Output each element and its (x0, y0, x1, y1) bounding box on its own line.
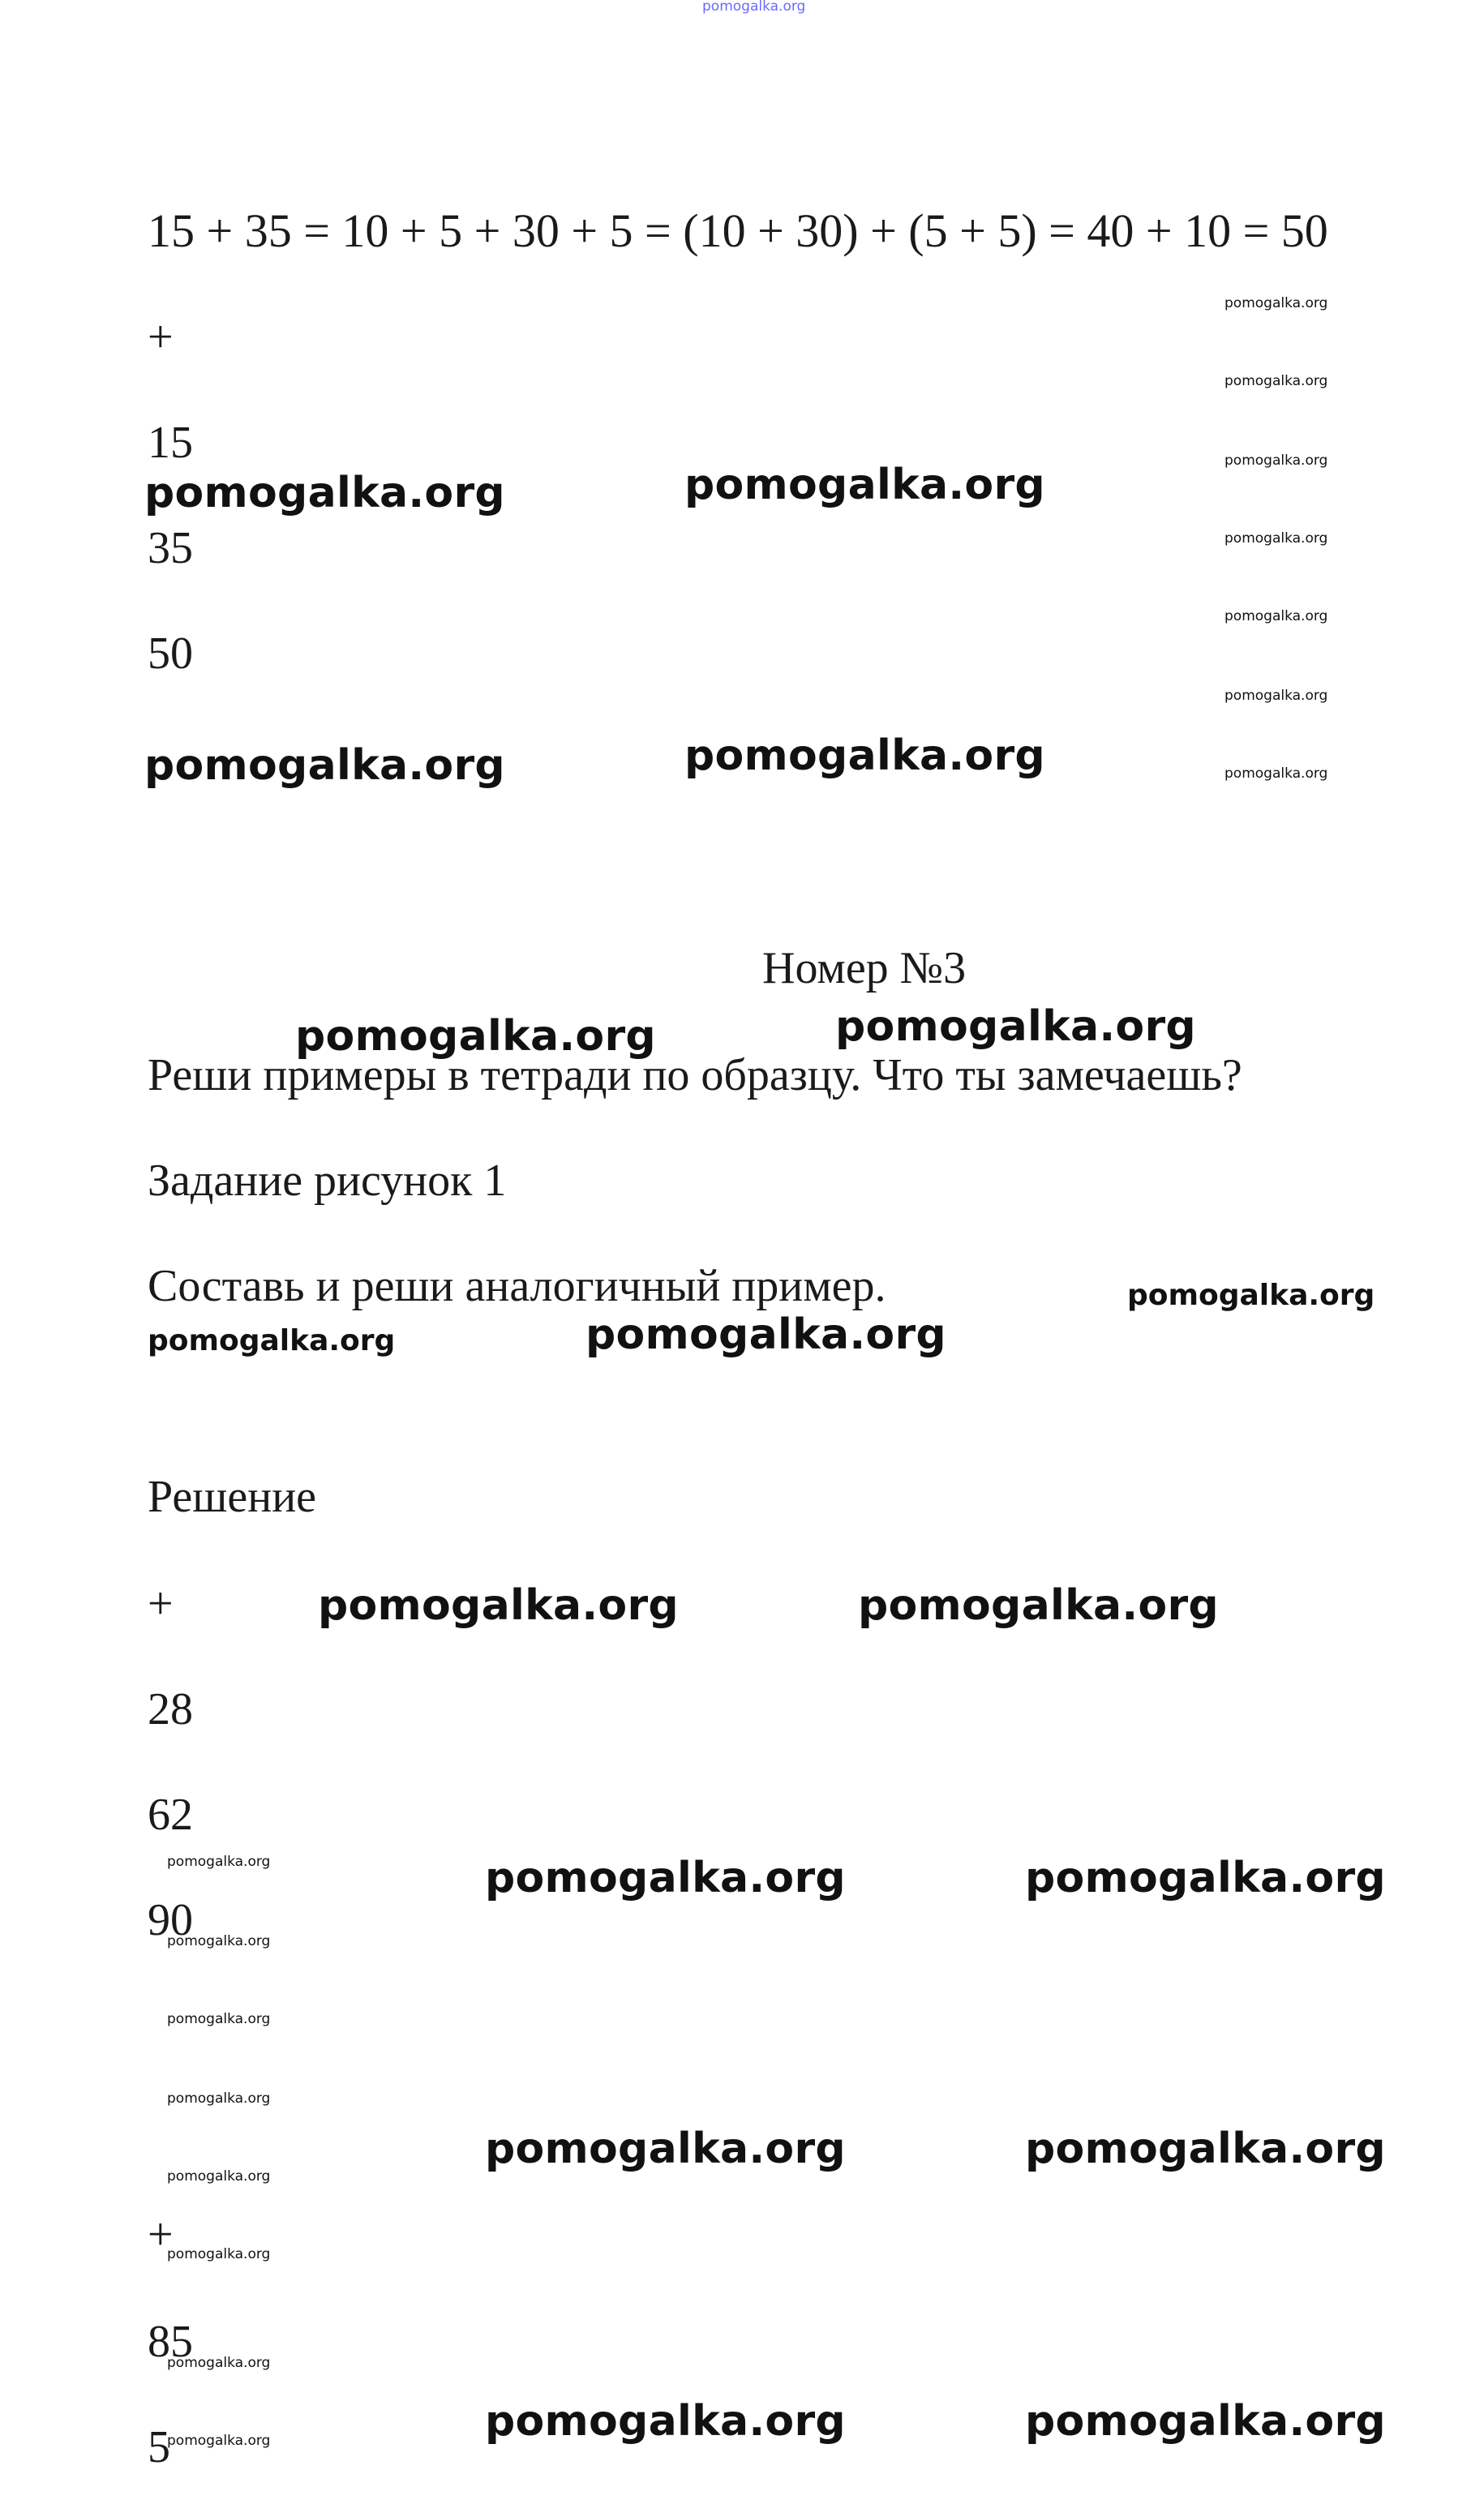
watermark: pomogalka.org (144, 741, 505, 790)
watermark: pomogalka.org (167, 1854, 271, 1870)
watermark: pomogalka.org (858, 1581, 1219, 1630)
watermark: pomogalka.org (295, 1012, 656, 1061)
watermark: pomogalka.org (1225, 452, 1328, 469)
column-addend-2: 35 (148, 523, 193, 573)
header-watermark: pomogalka.org (702, 0, 806, 15)
watermark: pomogalka.org (1025, 1854, 1386, 1902)
watermark: pomogalka.org (1025, 2397, 1386, 2446)
watermark: pomogalka.org (167, 2433, 271, 2449)
watermark: pomogalka.org (318, 1581, 679, 1630)
watermark: pomogalka.org (1225, 530, 1328, 547)
watermark: pomogalka.org (167, 2246, 271, 2262)
watermark: pomogalka.org (1225, 295, 1328, 311)
task-picture-reference: Задание рисунок 1 (148, 1156, 507, 1206)
task-number-heading: Номер №3 (762, 943, 967, 993)
watermark: pomogalka.org (1127, 1279, 1375, 1312)
solution-2-operator: + (148, 2210, 174, 2260)
watermark: pomogalka.org (684, 731, 1045, 780)
solution-heading: Решение (148, 1472, 317, 1522)
watermark: pomogalka.org (485, 1854, 846, 1902)
watermark: pomogalka.org (1225, 765, 1328, 782)
watermark: pomogalka.org (684, 461, 1045, 509)
solution-2-addend-1: 85 (148, 2317, 193, 2367)
task-extra: Составь и реши аналогичный пример. (148, 1261, 886, 1311)
column-addend-1: 15 (148, 418, 193, 468)
watermark: pomogalka.org (485, 2125, 846, 2173)
watermark: pomogalka.org (144, 469, 505, 517)
watermark: pomogalka.org (485, 2397, 846, 2446)
solution-2-addend-2: 5 (148, 2422, 170, 2472)
watermark: pomogalka.org (1225, 608, 1328, 624)
watermark: pomogalka.org (167, 2090, 271, 2107)
watermark: pomogalka.org (148, 1324, 396, 1357)
watermark: pomogalka.org (1225, 688, 1328, 704)
watermark: pomogalka.org (835, 1002, 1196, 1051)
solution-1-addend-1: 28 (148, 1684, 193, 1734)
watermark: pomogalka.org (167, 2355, 271, 2371)
watermark: pomogalka.org (1225, 373, 1328, 389)
watermark: pomogalka.org (1025, 2125, 1386, 2173)
task-instruction: Реши примеры в тетради по образцу. Что ты замечаешь? (148, 1050, 1242, 1100)
watermark: pomogalka.org (167, 2168, 271, 2185)
watermark: pomogalka.org (585, 1310, 946, 1359)
watermark: pomogalka.org (167, 2011, 271, 2027)
column-operator: + (148, 312, 174, 362)
solution-1-operator: + (148, 1579, 174, 1629)
column-sum: 50 (148, 628, 193, 679)
solution-1-addend-2: 62 (148, 1790, 193, 1840)
solution-1-sum: 90 (148, 1895, 193, 1945)
watermark: pomogalka.org (167, 1933, 271, 1949)
first-example-equation: 15 + 35 = 10 + 5 + 30 + 5 = (10 + 30) + (5 + 5) = 40 + 10 = 50 (148, 204, 1328, 257)
